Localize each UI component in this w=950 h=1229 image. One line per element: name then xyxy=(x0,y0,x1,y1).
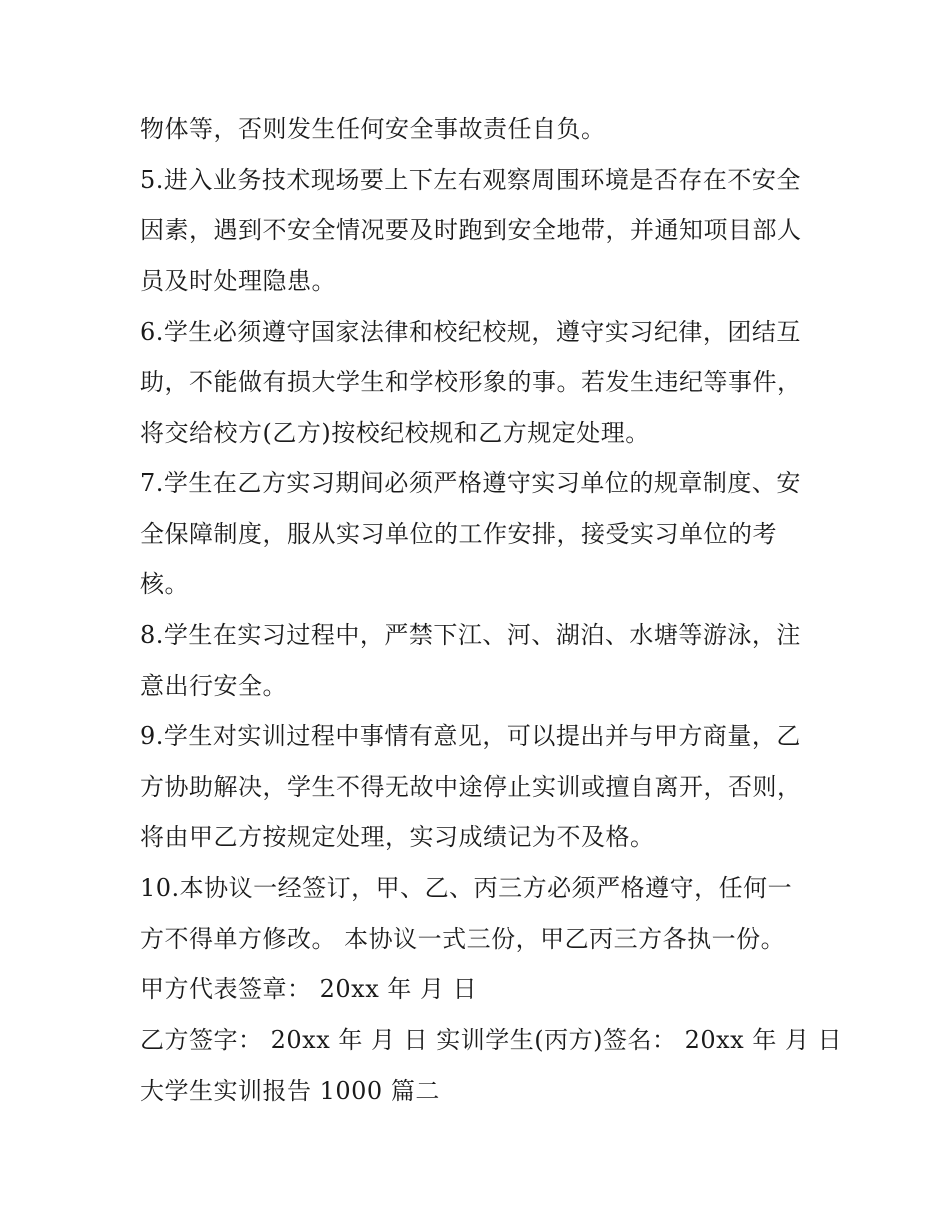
text-line: 5.进入业务技术现场要上下左右观察周围环境是否存在不安全 xyxy=(140,166,801,194)
text-line: 因素，遇到不安全情况要及时跑到安全地带，并通知项目部人 xyxy=(140,216,802,244)
text-line: 方协助解决，学生不得无故中途停止实训或擅自离开，否则， xyxy=(140,773,802,801)
signature-line: 乙方签字： 20xx 年 月 日 实训学生(丙方)签名： 20xx 年 月 日 xyxy=(140,1026,843,1054)
text-line: 方不得单方修改。 本协议一式三份，甲乙丙三方各执一份。 xyxy=(140,925,786,953)
text-line: 10.本协议一经签订，甲、乙、丙三方必须严格遵守，任何一 xyxy=(140,874,793,902)
text-line: 物体等，否则发生任何安全事故责任自负。 xyxy=(140,115,606,143)
text-line: 全保障制度，服从实习单位的工作安排，接受实习单位的考 xyxy=(140,520,777,548)
text-line: 员及时处理隐患。 xyxy=(140,267,336,295)
section-heading: 大学生实训报告 1000 篇二 xyxy=(140,1077,440,1105)
text-line: 6.学生必须遵守国家法律和校纪校规，遵守实习纪律，团结互 xyxy=(140,318,801,346)
text-line: 将交给校方(乙方)按校纪校规和乙方规定处理。 xyxy=(140,419,650,447)
signature-line: 甲方代表签章： 20xx 年 月 日 xyxy=(140,975,478,1003)
text-line: 9.学生对实训过程中事情有意见，可以提出并与甲方商量，乙 xyxy=(140,722,801,750)
text-line: 意出行安全。 xyxy=(140,672,287,700)
text-line: 7.学生在乙方实习期间必须严格遵守实习单位的规章制度、安 xyxy=(140,469,801,497)
text-line: 8.学生在实习过程中，严禁下江、河、湖泊、水塘等游泳，注 xyxy=(140,621,801,649)
text-line: 核。 xyxy=(140,570,189,598)
text-line: 将由甲乙方按规定处理，实习成绩记为不及格。 xyxy=(140,823,655,851)
text-line: 助，不能做有损大学生和学校形象的事。若发生违纪等事件， xyxy=(140,368,802,396)
